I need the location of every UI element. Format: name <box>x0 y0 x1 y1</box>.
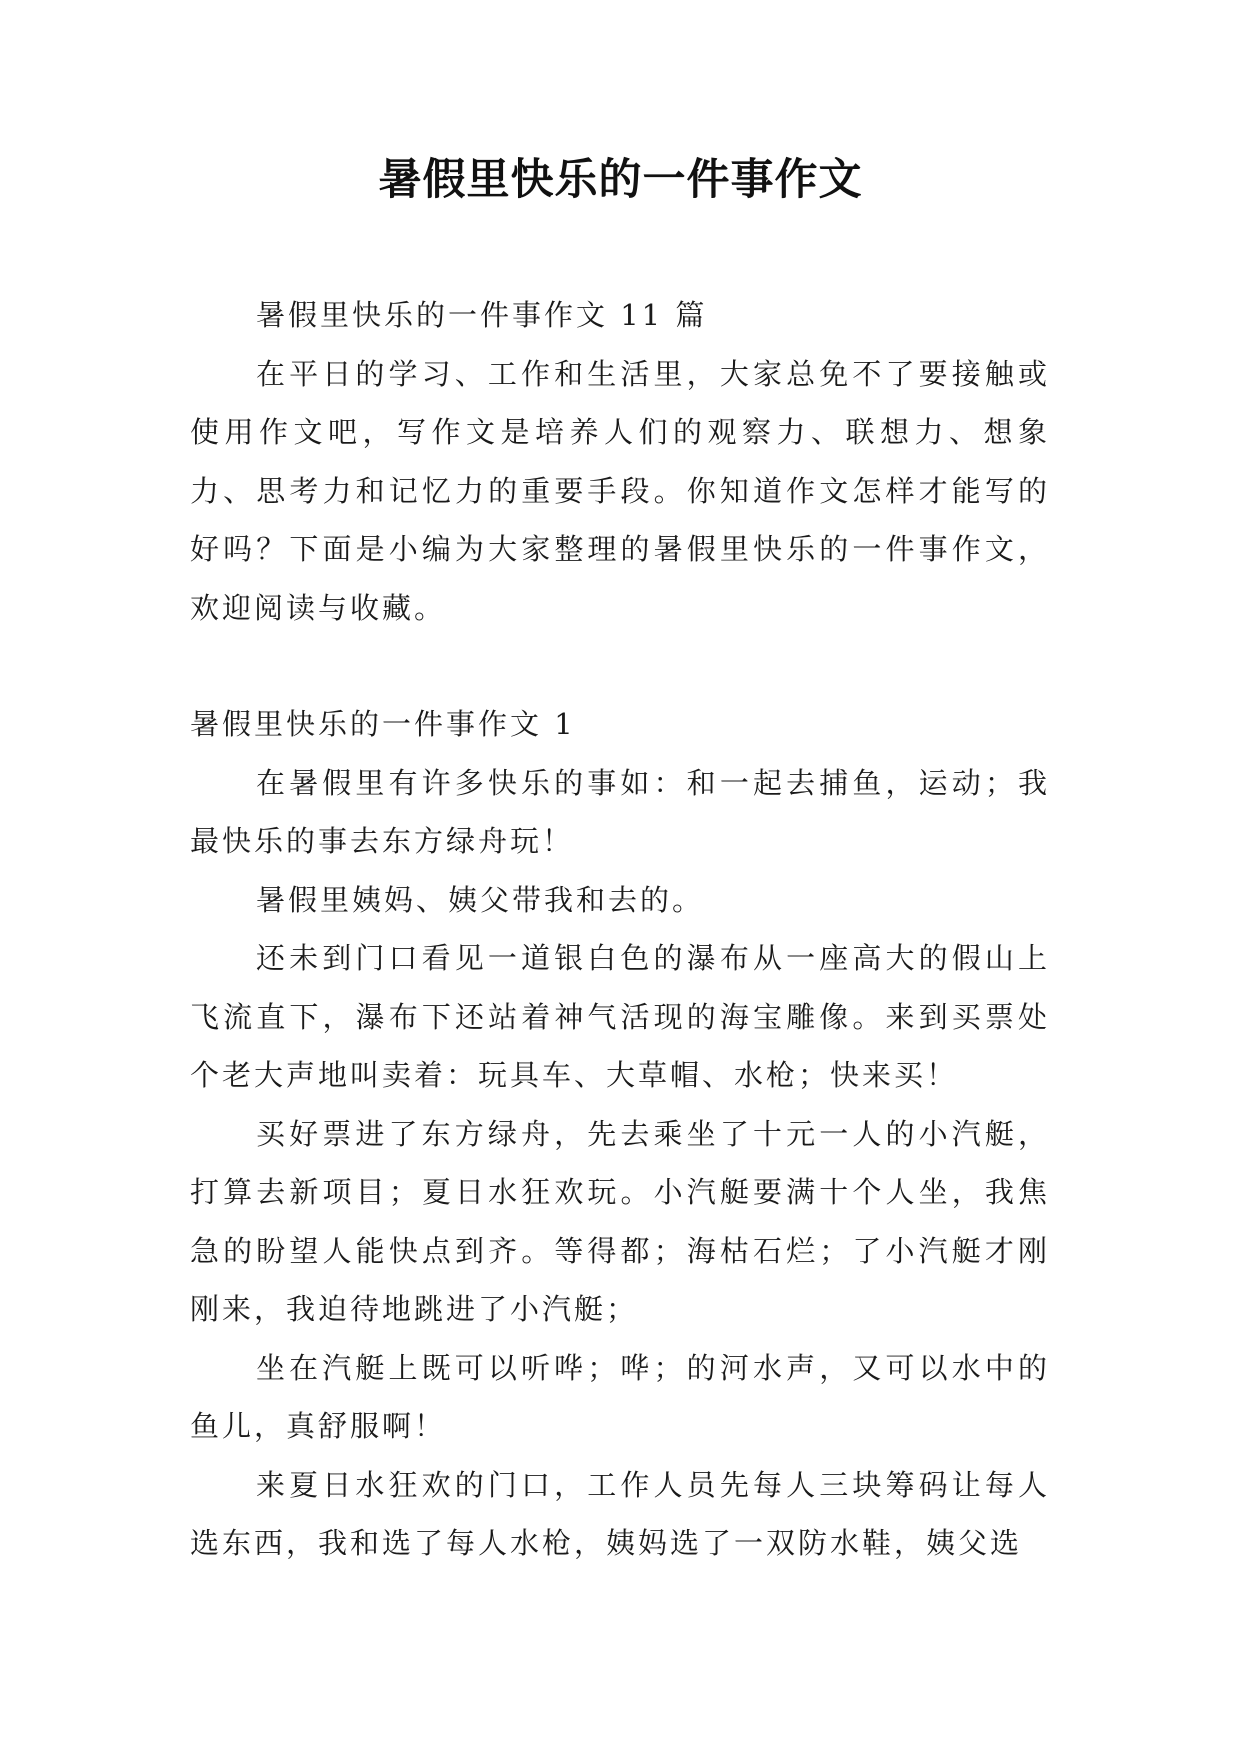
document-title: 暑假里快乐的一件事作文 <box>378 155 863 205</box>
body-paragraph: 还未到门口看见一道银白色的瀑布从一座高大的假山上飞流直下，瀑布下还站着神气活现的海宝雕像。来到买票处个老大声地叫卖着：玩具车、大草帽、水枪；快来买！ <box>190 941 1050 1092</box>
intro-paragraph: 在平日的学习、工作和生活里，大家总免不了要接触或使用作文吧，写作文是培养人们的观察力、联想力、想象力、思考力和记忆力的重要手段。你知道作文怎样才能写的好吗？下面是小编为大家整理的暑假里快乐的一件事作文，欢迎阅读与收藏。 <box>190 356 1050 625</box>
body-paragraph: 买好票进了东方绿舟，先去乘坐了十元一人的小汽艇，打算去新项目；夏日水狂欢玩。小汽艇要满十个人坐，我焦急的盼望人能快点到齐。等得都；海枯石烂；了小汽艇才刚刚来，我迫待地跳进了小汽艇； <box>190 1116 1050 1326</box>
document-subtitle: 暑假里快乐的一件事作文 11 篇 <box>256 298 708 332</box>
body-paragraph: 坐在汽艇上既可以听哗；哗；的河水声，又可以水中的鱼儿，真舒服啊！ <box>190 1350 1050 1443</box>
body-paragraph: 在暑假里有许多快乐的事如：和一起去捕鱼，运动；我最快乐的事去东方绿舟玩！ <box>190 765 1050 858</box>
body-paragraph: 暑假里姨妈、姨父带我和去的。 <box>256 882 705 917</box>
body-paragraph: 来夏日水狂欢的门口，工作人员先每人三块筹码让每人选东西，我和选了每人水枪，姨妈选了一双防水鞋，姨父选 <box>190 1467 1050 1560</box>
document-body <box>190 286 1050 1573</box>
section-heading: 暑假里快乐的一件事作文 1 <box>190 707 576 741</box>
